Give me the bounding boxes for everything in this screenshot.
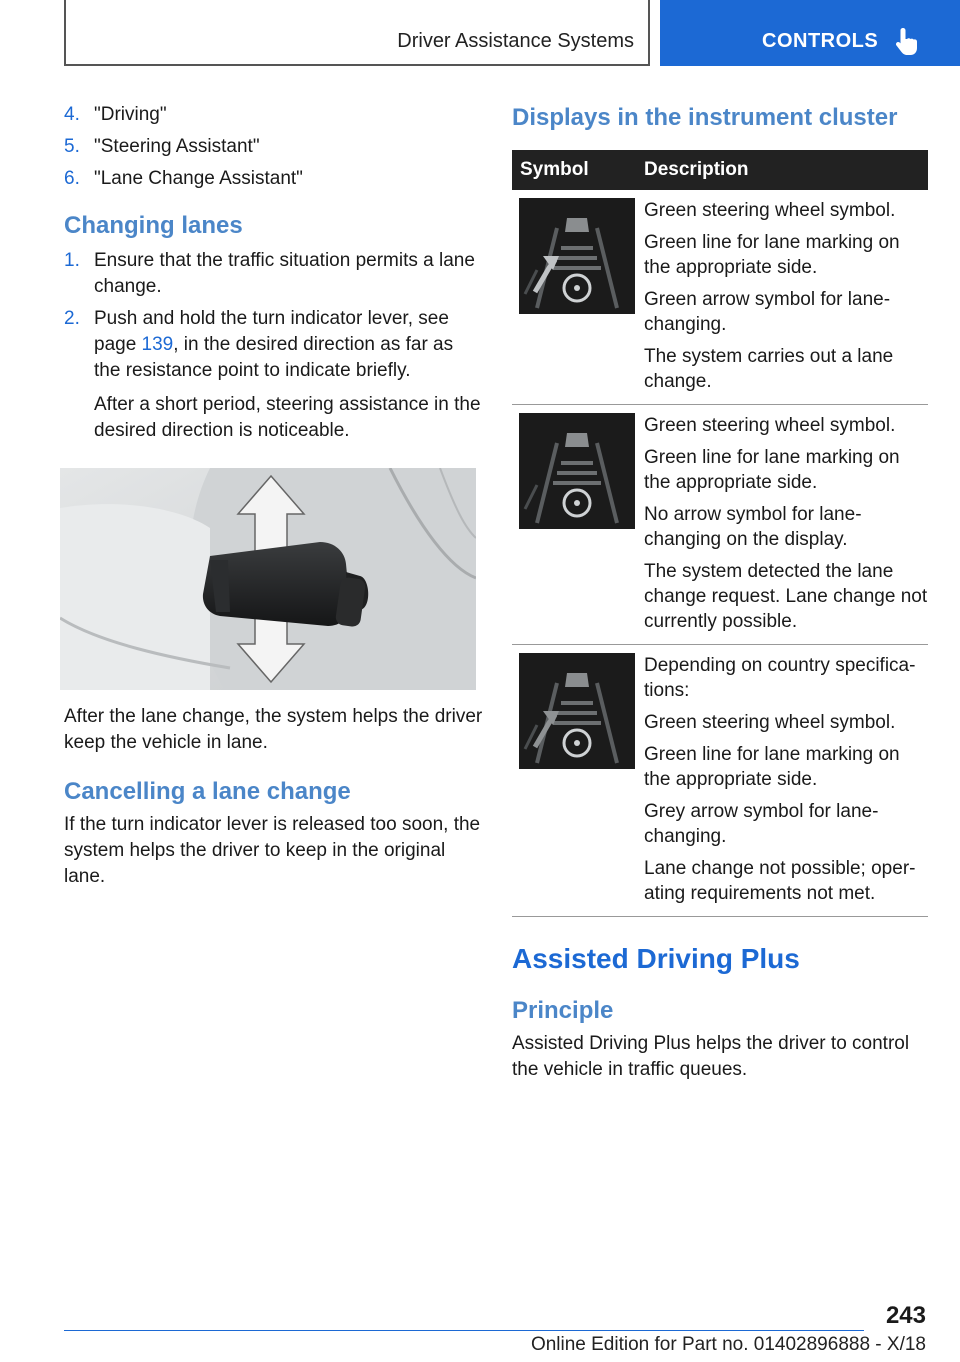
description-cell [640, 190, 928, 405]
symbol-cell [512, 405, 640, 645]
cancel-heading: Cancelling a lane change [64, 778, 351, 805]
description-line: Green line for lane marking on the appropriate side. [644, 744, 900, 790]
principle-heading: Principle [512, 997, 614, 1024]
header-title: Driver Assistance Systems [397, 30, 634, 52]
step-text-part: , in the desired direction as far as the resistance point to indicate briefly. [94, 334, 454, 381]
cancel-text: If the turn indicator lever is released too soon, the system helps the driver to keep in the original lane. [64, 814, 481, 887]
header-section-tab[interactable] [660, 0, 960, 66]
table-row [512, 645, 928, 917]
step-sub-text: After a short period, steering assistance in the desired direction is noticeable. [94, 394, 481, 441]
description-cell [640, 645, 928, 917]
changing-lanes-heading: Changing lanes [64, 212, 243, 239]
step-number: 2. [64, 308, 80, 329]
step-text [94, 306, 484, 444]
turn-indicator-lever-photo [60, 468, 476, 690]
description-line: Green steering wheel symbol. [644, 200, 896, 221]
step-item [64, 248, 484, 300]
table-row [512, 405, 928, 645]
after-lane-change-text: After the lane change, the system helps the driver keep the vehicle in lane. [64, 706, 483, 753]
description-line: Green steering wheel symbol. [644, 712, 896, 733]
menu-path-list [64, 102, 484, 192]
description-line: No arrow symbol for lane-changing on the display. [644, 504, 862, 550]
description-line: Green line for lane marking on the appropriate side. [644, 232, 900, 278]
description-line: The system carries out a lane change. [644, 346, 894, 392]
description-line: Green line for lane marking on the appropriate side. [644, 447, 900, 493]
col-description-header: Description [640, 150, 928, 190]
table-row [512, 190, 928, 405]
principle-text: Assisted Driving Plus helps the driver to control the vehicle in traffic queues. [512, 1033, 910, 1080]
list-item [64, 134, 484, 160]
right-column [512, 102, 928, 1083]
assisted-driving-plus-heading: Assisted Driving Plus [512, 943, 800, 974]
lane-change-requested-icon [519, 413, 635, 529]
page-number: 243 [885, 1302, 926, 1329]
description-line: The system detected the lane change request. Lane change not currently possible. [644, 561, 928, 632]
edition-text: Online Edition for Part no. 01402896888 - X/18 [530, 1334, 926, 1355]
lane-change-unavailable-icon [519, 653, 635, 769]
footer-divider [64, 1330, 864, 1331]
changing-lanes-steps [64, 248, 484, 444]
description-line: Grey arrow symbol for lane-changing. [644, 801, 879, 847]
description-line: Lane change not possible; oper-ating requirements not met. [644, 858, 916, 904]
left-column [64, 102, 484, 890]
turn-indicator-lever-illustration [60, 468, 476, 690]
list-item [64, 102, 484, 128]
description-line: Green steering wheel symbol. [644, 415, 896, 436]
symbol-cell [512, 645, 640, 917]
description-line: Green arrow symbol for lane-changing. [644, 289, 891, 335]
list-number: 6. [64, 168, 80, 189]
step-text: Ensure that the traffic situation permits a lane change. [94, 250, 475, 297]
description-cell [640, 405, 928, 645]
step-text-part: Push and hold the turn indicator lever, see page [94, 308, 449, 355]
list-number: 4. [64, 104, 80, 125]
list-item [64, 166, 484, 192]
page-link[interactable]: 139 [141, 334, 174, 355]
list-text: "Lane Change Assistant" [94, 168, 303, 189]
symbol-table [512, 150, 928, 917]
page-header [0, 0, 960, 66]
symbol-cell [512, 190, 640, 405]
header-title-box [64, 0, 650, 66]
hand-pointer-icon [894, 26, 920, 56]
list-text: "Steering Assistant" [94, 136, 260, 157]
description-line: Depending on country specifica-tions: [644, 655, 916, 701]
lane-change-active-icon [519, 198, 635, 314]
header-section-label: CONTROLS [762, 30, 879, 52]
step-item [64, 306, 484, 444]
displays-heading: Displays in the instrument cluster [512, 104, 898, 131]
col-symbol-header: Symbol [512, 150, 640, 190]
list-number: 5. [64, 136, 80, 157]
table-header-row [512, 150, 928, 190]
list-text: "Driving" [94, 104, 167, 125]
step-number: 1. [64, 250, 80, 271]
